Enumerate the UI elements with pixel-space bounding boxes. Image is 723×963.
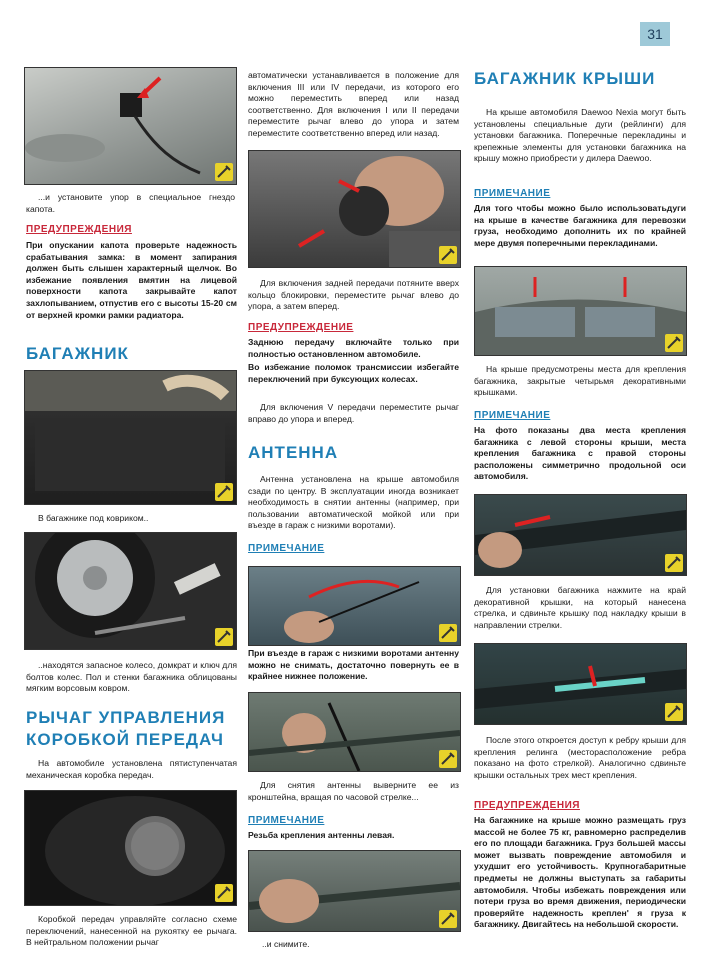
note-text-antenna: При въезде в гараж с низкими воротами антенну можно не снимать, достаточно повернуть ее в крайнее нижнее положение. — [248, 648, 459, 682]
caption-spare: ..находятся запасное колесо, домкрат и ключ для болтов колес. Пол и стенки багажника облицованы мягким ворсовым ковром. — [26, 660, 237, 694]
antenna-fold-illustration — [249, 567, 460, 645]
roof-illustration — [475, 267, 686, 355]
fifth-gear-text: Для включения V передачи переместите рычаг вправо до упора и вперед. — [248, 402, 459, 424]
section-title-trunk: БАГАЖНИК — [26, 344, 129, 363]
wrench-icon — [215, 628, 233, 646]
roof-text: На крыше автомобиля Daewoo Nexia могут быть установлены специальные дуги (рейлинги) для установки багажника. Поперечные перекладины и крепежные элементы для установки багажника на крышу можно приобрести у дилера Daewoo. — [474, 107, 686, 164]
warning-title-hood: ПРЕДУПРЕЖДЕНИЯ — [26, 224, 132, 235]
gear-text: Коробкой передач управляйте согласно схеме переключений, нанесенной на рукоятку ее рычага. В нейтральном положении рычаг — [26, 914, 237, 948]
photo-spare-wheel — [24, 532, 237, 650]
gear-text-continued: автоматически устанавливается в положение для включения III или IV передачи, из которого его можно переместить вперед или назад соответственно. Для включения I или II передачи переместите рычаг влево до упора и затем переместите соответственно вперед или назад. — [248, 70, 459, 138]
warning-title-reverse: ПРЕДУПРЕЖДЕНИЕ — [248, 322, 354, 333]
wrench-icon — [215, 483, 233, 501]
install-text: Для установки багажника нажмите на край декоративной крышки, на который нанесена стрелка, и сдвиньте крышку под накладку крыши в направлении стрелки. — [474, 585, 686, 630]
photo-antenna-unscrew — [248, 692, 461, 772]
wrench-icon — [665, 703, 683, 721]
photo-trunk — [24, 370, 237, 505]
antenna-remove-text: Для снятия антенны выверните ее из кронштейна, вращая по часовой стрелке... — [248, 780, 459, 802]
warning-text-roof: На багажнике на крыше можно размещать груз массой не более 75 кг, равномерно распределив его по площади багажника. Груз большей массы может вызвать повреждение автомобиля и ухудшит его устойчивость. Крупногабаритные предметы не должны выступать за габариты автомобиля. Чтобы избежать повреждения или потери груза во время движения, периодически проверяйте надежность креплен' я груза к багажнику. Двигайтесь на небольшой скорости. — [474, 815, 686, 930]
antenna-unscrew-illustration — [249, 693, 460, 771]
note-title-roof: ПРИМЕЧАНИЕ — [474, 188, 551, 199]
roof-places-text: На крыше предусмотрены места для крепления багажника, закрытые четырьмя декоративными крышками. — [474, 364, 686, 398]
antenna-removed-illustration — [249, 851, 460, 931]
page-number: 31 — [640, 22, 670, 46]
section-title-roof: БАГАЖНИК КРЫШИ — [474, 69, 656, 88]
warning-text-reverse-2: Во избежание поломок трансмиссии избегайте переключений при буксующих колесах. — [248, 362, 459, 384]
section-title-antenna: АНТЕННА — [248, 443, 339, 462]
wrench-icon — [665, 334, 683, 352]
photo-antenna-removed — [248, 850, 461, 932]
caption-trunk: В багажнике под ковриком.. — [38, 513, 149, 523]
hood-illustration — [25, 68, 236, 184]
gear-knob-illustration — [25, 791, 236, 905]
wrench-icon — [215, 884, 233, 902]
photo-antenna-fold — [248, 566, 461, 646]
section-title-gear-2: КОРОБКОЙ ПЕРЕДАЧ — [26, 730, 224, 749]
photo-roof-rib — [474, 643, 687, 725]
gear-hand-illustration — [249, 151, 460, 267]
photo-gear-hand — [248, 150, 461, 268]
wrench-icon — [439, 910, 457, 928]
roof-rib-illustration — [475, 644, 686, 724]
trunk-illustration — [25, 371, 236, 504]
caption-remove: ..и снимите. — [262, 939, 310, 949]
section-title-gear-1: РЫЧАГ УПРАВЛЕНИЯ — [26, 708, 226, 727]
gear-intro: На автомобиле установлена пятиступенчатая механическая коробка передач. — [26, 758, 237, 780]
reverse-gear-text: Для включения задней передачи потяните вверх кольцо блокировки, переместите рычаг влево до упора, а затем вперед. — [248, 278, 459, 312]
note-text-mounts: На фото показаны два места крепления багажника с левой стороны крыши, места крепления багажника с правой стороны расположены симметрично продольной оси автомобиля. — [474, 425, 686, 482]
warning-text-reverse-1: Заднюю передачу включайте только при полностью остановленном автомобиле. — [248, 337, 459, 359]
wrench-icon — [215, 163, 233, 181]
note-title-mounts: ПРИМЕЧАНИЕ — [474, 410, 551, 421]
photo-hood-support — [24, 67, 237, 185]
antenna-text: Антенна установлена на крыше автомобиля сзади по центру. В эксплуатации иногда возникает необходимость в снятии антенны (например, при пользовании автоматической мойкой или при въезде в гараж с низкими воротами). — [248, 474, 459, 531]
note-text-thread: Резьба крепления антенны левая. — [248, 830, 395, 840]
wrench-icon — [665, 554, 683, 572]
after-text: После этого откроется доступ к ребру крыши для крепления релинга (месторасположение ребра показано на фото стрелкой). Аналогично сдвиньте крышки остальных трех мест крепления. — [474, 735, 686, 780]
note-text-roof: Для того чтобы можно было использоватьдуги на крыше в качестве багажника для перевозки груза, необходимо дополнить их по крайней мере двумя поперечными перекладинами. — [474, 203, 686, 248]
photo-roof — [474, 266, 687, 356]
photo-gear-knob — [24, 790, 237, 906]
wrench-icon — [439, 624, 457, 642]
photo-roof-cover — [474, 494, 687, 576]
caption-hood: ...и установите упор в специальное гнездо капота. — [26, 192, 235, 214]
wrench-icon — [439, 246, 457, 264]
note-title-thread: ПРИМЕЧАНИЕ — [248, 815, 325, 826]
warning-title-roof: ПРЕДУПРЕЖДЕНИЯ — [474, 800, 580, 811]
roof-cover-illustration — [475, 495, 686, 575]
wrench-icon — [439, 750, 457, 768]
warning-text-hood: При опускании капота проверьте надежность срабатывания замка: в момент запирания должен быть слышен характерный щелчок. Во избежание появления вмятин на лицевой поверхности капота закрывайте капот захлопыванием, отпустив его с высоты 15-20 см от верхней кромки рамки радиатора. — [26, 240, 237, 320]
spare-wheel-illustration — [25, 533, 236, 649]
note-title-antenna: ПРИМЕЧАНИЕ — [248, 543, 325, 554]
